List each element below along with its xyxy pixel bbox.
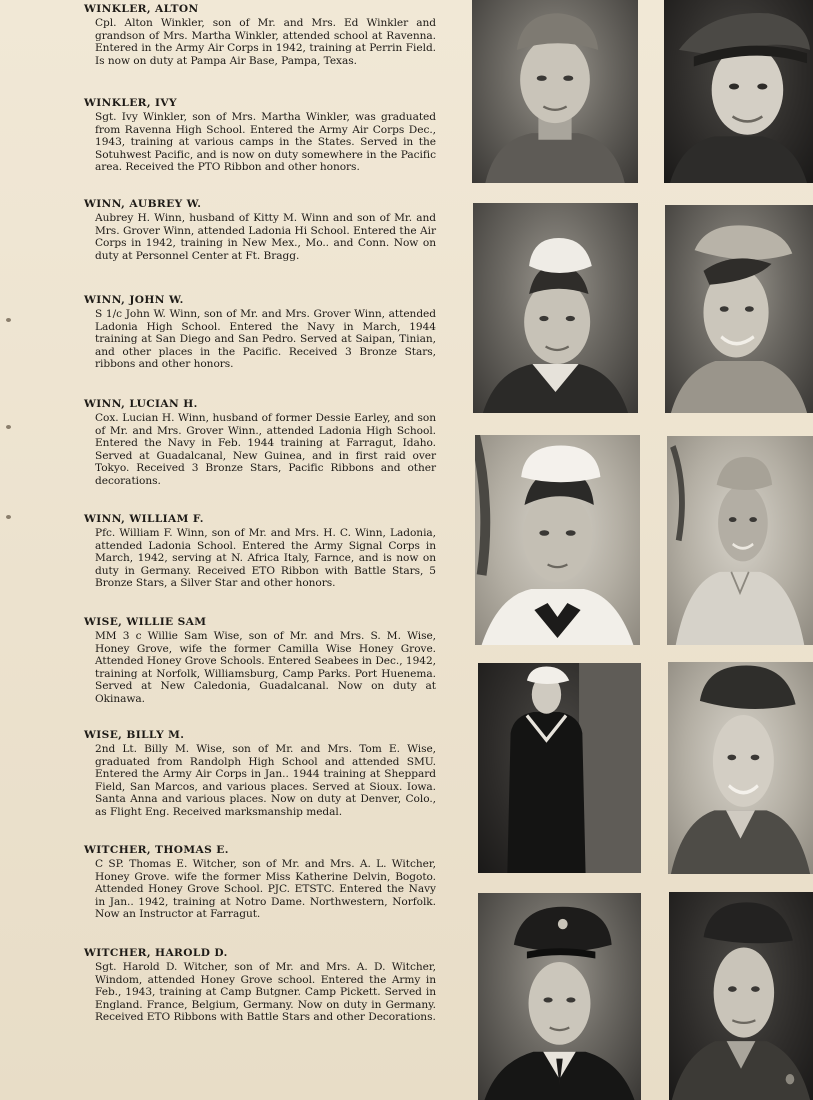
portrait-photo [669, 892, 813, 1100]
entry-text: Sgt. Harold D. Witcher, son of Mr. and Mrs. A. D. Witcher, Windom, attended Honey Grove school. Entered the Army in Feb., 1943, training at Camp Butgner. Camp Pickett. Served in England. France, Belgium, Germany. Now on duty in Germany. Received ETO Ribbons with Battle Stars and other Decorations. [95, 961, 436, 1024]
portrait-photo [473, 203, 638, 413]
portrait-photo [668, 662, 813, 874]
entry-wise-billy [84, 729, 436, 819]
entry-winn-william [84, 513, 436, 590]
entry-text: Pfc. William F. Winn, son of Mr. and Mrs. H. C. Winn, Ladonia, attended Ladonia School. Entered the Army Signal Corps in March, 1942, serving at N. Africa Italy, Farnce, and is now on duty in Germany. Received ETO Ribbon with Battle Stars, 5 Bronze Stars, a Silver Star and other honors. [95, 527, 436, 590]
entry-text: Cpl. Alton Winkler, son of Mr. and Mrs. Ed Winkler and grandson of Mrs. Martha Winkler, attended school at Ravenna. Entered in the Army Air Corps in 1942, training at Perrin Field. Is now on duty at Pampa Air Base, Pampa, Texas. [95, 17, 436, 67]
entry-name: WISE, BILLY M. [84, 729, 185, 741]
entry-winkler-alton [84, 3, 436, 67]
entry-winn-john [84, 294, 436, 371]
entry-text: Aubrey H. Winn, husband of Kitty M. Winn and son of Mr. and Mrs. Grover Winn, attended Ladonia Hi School. Entered the Air Corps in 1942, training in New Mex., Mo.. and Conn. Now on duty at Personnel Center at Ft. Bragg. [95, 212, 436, 262]
portrait-photo [472, 0, 638, 183]
entry-winn-aubrey [84, 198, 436, 262]
margin-speck [6, 318, 11, 322]
portrait-image [664, 0, 813, 183]
entry-text: C SP. Thomas E. Witcher, son of Mr. and Mrs. A. L. Witcher, Honey Grove. wife the former Miss Katherine Delvin, Bogoto. Attended Honey Grove School. PJC. ETSTC. Entered the Navy in Jan.. 1942, training at Notro Dame. Northwestern, Norfolk. Now an Instructor at Farragut. [95, 858, 436, 921]
entry-text: MM 3 c Willie Sam Wise, son of Mr. and Mrs. S. M. Wise, Honey Grove, wife the former Camilla Wise Honey Grove. Attended Honey Grove Schools. Entered Seabees in Dec., 1942, training at Norfolk, Williamsburg, Camp Parks. Port Huenema. Served at New Caledonia, Guadalcanal. Now on duty at Okinawa. [95, 630, 436, 705]
portrait-image [665, 205, 813, 413]
entry-name: WISE, WILLIE SAM [84, 616, 207, 628]
entry-winn-lucian [84, 398, 436, 488]
portrait-photo [478, 893, 641, 1100]
portrait-image [478, 663, 641, 873]
entry-name: WITCHER, THOMAS E. [84, 844, 229, 856]
portrait-image [472, 0, 638, 183]
portrait-photo [665, 205, 813, 413]
entry-text: 2nd Lt. Billy M. Wise, son of Mr. and Mrs. Tom E. Wise, graduated from Randolph High School and attended SMU. Entered the Army Air Corps in Jan.. 1944 training at Sheppard Field, San Marcos, and various places. Served at Sioux. Iowa. Santa Anna and various places. Now on duty at Denver, Colo., as Flight Eng. Received marksmanship medal. [95, 743, 436, 818]
portrait-image [669, 892, 813, 1100]
entry-name: WINN, LUCIAN H. [84, 398, 198, 410]
entry-text: Sgt. Ivy Winkler, son of Mrs. Martha Winkler, was graduated from Ravenna High School. Entered the Army Air Corps Dec., 1943, training at various camps in the States. Served in the Sotuhwest Pacific, and is now on duty somewhere in the Pacific area. Received the PTO Ribbon and other honors. [95, 111, 436, 174]
portrait-image [475, 435, 640, 645]
portrait-image [473, 203, 638, 413]
entry-wise-willie [84, 616, 436, 706]
margin-speck [6, 425, 11, 429]
entry-name: WITCHER, HAROLD D. [84, 947, 228, 959]
entry-witcher-thomas [84, 844, 436, 921]
entry-name: WINN, JOHN W. [84, 294, 184, 306]
entry-text: S 1/c John W. Winn, son of Mr. and Mrs. Grover Winn, attended Ladonia High School. Entered the Navy in March, 1944 training at San Diego and San Pedro. Served at Saipan, Tinian, and other places in the Pacific. Received 3 Bronze Stars, ribbons and other honors. [95, 308, 436, 371]
portrait-photo [475, 435, 640, 645]
entry-witcher-harold [84, 947, 436, 1024]
portrait-photo [667, 436, 813, 645]
entry-name: WINKLER, IVY [84, 97, 177, 109]
portrait-image [478, 893, 641, 1100]
portrait-image [667, 436, 813, 645]
portrait-photo [478, 663, 641, 873]
entry-name: WINN, WILLIAM F. [84, 513, 204, 525]
portrait-image [668, 662, 813, 874]
entry-name: WINKLER, ALTON [84, 3, 199, 15]
entry-winkler-ivy [84, 97, 436, 174]
portrait-photo [664, 0, 813, 183]
margin-speck [6, 515, 11, 519]
entry-text: Cox. Lucian H. Winn, husband of former Dessie Earley, and son of Mr. and Mrs. Grover Winn., attended Ladonia High School. Entered the Navy in Feb. 1944 training at Farragut, Idaho. Served at Guadalcanal, New Guinea, and in first raid over Tokyo. Received 3 Bronze Stars, Pacific Ribbons and other decorations. [95, 412, 436, 487]
entry-name: WINN, AUBREY W. [84, 198, 202, 210]
